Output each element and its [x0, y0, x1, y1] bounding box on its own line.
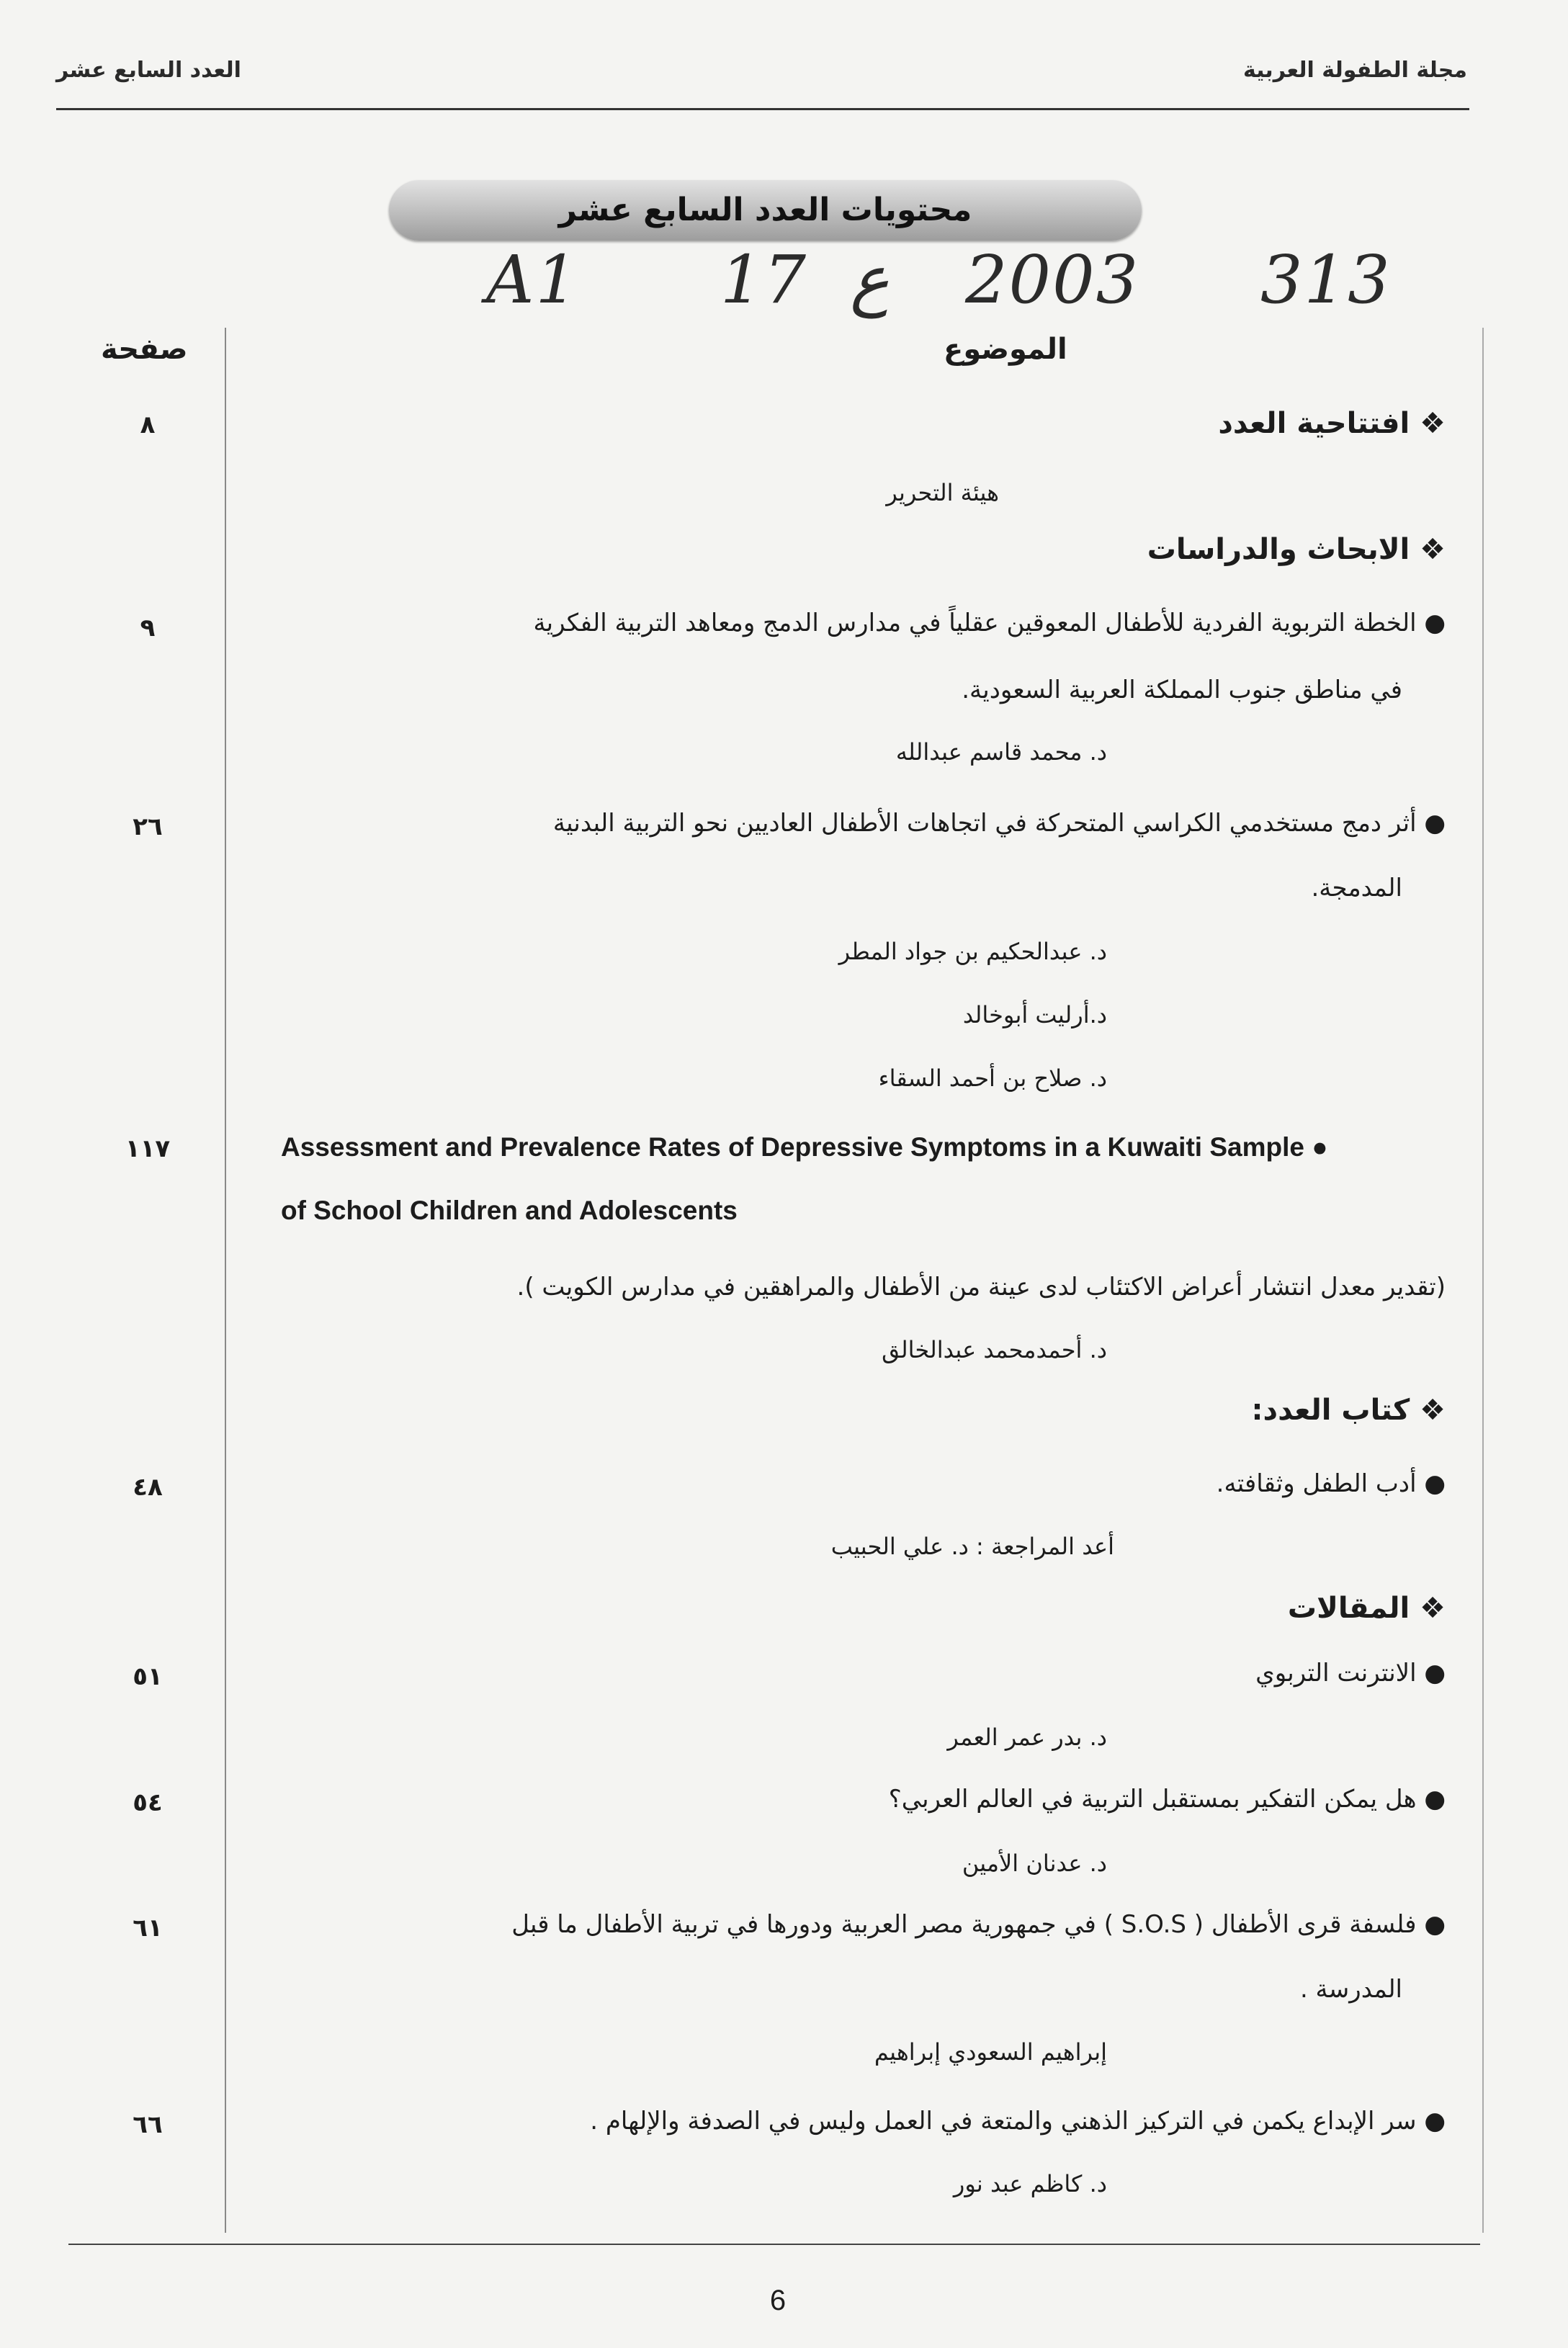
handwritten-code: A1	[486, 241, 579, 318]
handwritten-year: 2003	[965, 241, 1140, 318]
book-review: أعد المراجعة : د. علي الحبيب	[830, 1533, 1114, 1560]
journal-title: مجلة الطفولة العربية	[1242, 58, 1467, 83]
right-margin-line	[1482, 328, 1484, 2233]
research-item-1-line1: ● الخطة التربوية الفردية للأطفال المعوقين عقلياً في مدارس الدمج ومعاهد التربية الفكرية	[533, 609, 1446, 637]
page-research-2: ٢٦	[133, 812, 163, 841]
article-3-line1: ● فلسفة قرى الأطفال ( S.O.S ) في جمهورية مصر العربية ودورها في تربية الأطفال ما قبل	[511, 1910, 1446, 1939]
research-item-1-author: د. محمد قاسم عبدالله	[895, 738, 1107, 766]
section-book: ❖ كتاب العدد:	[1251, 1394, 1446, 1427]
page-book: ٤٨	[133, 1473, 163, 1502]
page-article-3: ٦١	[133, 1914, 163, 1943]
book-item: ● أدب الطفل وثقافته.	[1216, 1469, 1446, 1498]
article-2-author: د. عدنان الأمين	[962, 1850, 1107, 1877]
research-item-3-line1: Assessment and Prevalence Rates of Depressive Symptoms in a Kuwaiti Sample ●	[281, 1132, 1328, 1162]
research-item-3-author: د. أحمدمحمد عبدالخالق	[882, 1336, 1107, 1363]
research-item-2-line1: ● أثر دمج مستخدمي الكراسي المتحركة في اتجاهات الأطفال العاديين نحو التربية البدنية	[552, 809, 1446, 838]
issue-label: العدد السابع عشر	[56, 58, 241, 83]
section-editorial: ❖ افتتاحية العدد	[1218, 407, 1446, 440]
editorial-author: هيئة التحرير	[886, 479, 999, 506]
article-4-title: ● سر الإبداع يكمن في التركيز الذهني والمتعة في العمل وليس في الصدفة والإلهام .	[590, 2107, 1446, 2136]
handwritten-letter: ع	[850, 241, 890, 318]
footer-rule	[68, 2244, 1480, 2245]
page-article-1: ٥١	[133, 1662, 163, 1691]
contents-title-banner	[389, 180, 1142, 241]
page-column-header: صفحة	[101, 333, 188, 366]
article-3-author: إبراهيم السعودي إبراهيم	[874, 2038, 1107, 2066]
research-item-2-author-2: د.أرليت أبوخالد	[962, 1001, 1107, 1029]
page-editorial: ٨	[140, 411, 156, 439]
research-item-2-line2: المدمجة.	[1311, 874, 1402, 902]
article-4-author: د. كاظم عبد نور	[953, 2170, 1107, 2197]
research-item-1-line2: في مناطق جنوب المملكة العربية السعودية.	[962, 676, 1402, 704]
page-article-4: ٦٦	[133, 2110, 163, 2139]
research-item-2-author-3: د. صلاح بن أحمد السقاء	[878, 1065, 1107, 1092]
section-articles: ❖ المقالات	[1287, 1592, 1446, 1625]
topic-column-header: الموضوع	[944, 333, 1067, 366]
column-separator	[225, 328, 226, 2233]
research-item-3-line2: of School Children and Adolescents	[281, 1196, 738, 1225]
page-article-2: ٥٤	[133, 1788, 163, 1817]
handwritten-volume: 17	[720, 241, 808, 318]
article-1-title: ● الانترنت التربوي	[1255, 1659, 1446, 1688]
header-rule	[56, 108, 1469, 110]
article-2-title: ● هل يمكن التفكير بمستقبل التربية في العالم العربي؟	[888, 1785, 1446, 1814]
article-1-author: د. بدر عمر العمر	[947, 1724, 1107, 1751]
research-item-3-translation: (تقدير معدل انتشار أعراض الاكتئاب لدى عينة من الأطفال والمراهقين في مدارس الكويت ).	[516, 1273, 1446, 1301]
research-item-2-author-1: د. عبدالحكيم بن جواد المطر	[838, 938, 1107, 965]
page-number: 6	[769, 2285, 787, 2316]
article-3-line2: المدرسة .	[1299, 1975, 1402, 2004]
page-research-1: ٩	[140, 614, 156, 642]
contents-title: محتويات العدد السابع عشر	[558, 192, 972, 228]
page-research-3: ١١٧	[125, 1134, 171, 1163]
section-research: ❖ الابحاث والدراسات	[1147, 533, 1446, 566]
handwritten-ref: 313	[1260, 241, 1392, 318]
